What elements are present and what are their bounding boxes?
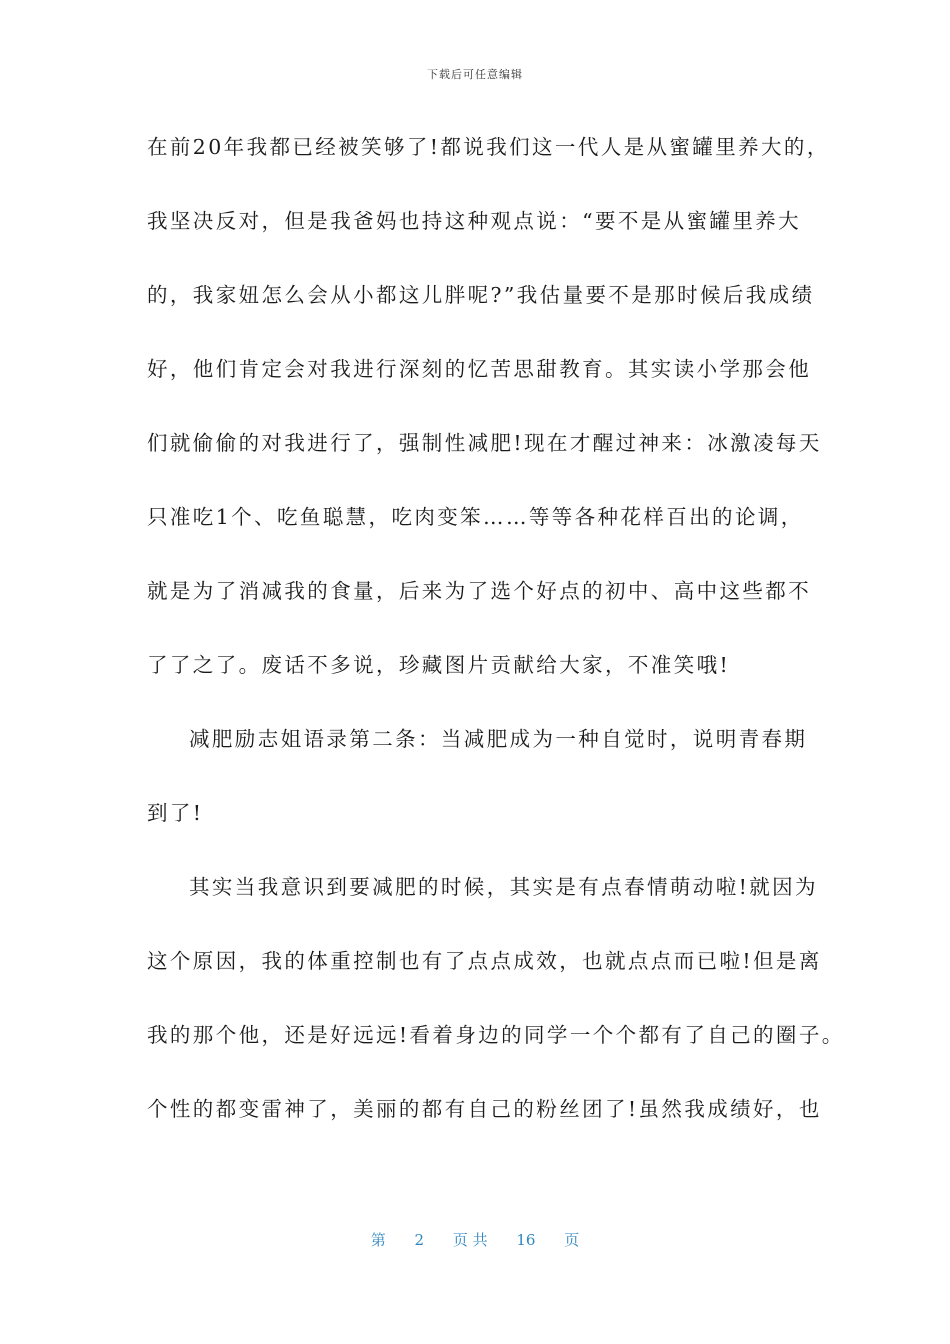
total-pages-number: 16 bbox=[516, 1231, 536, 1249]
text-line-13: 我的那个他，还是好远远!看着身边的同学一个个都有了自己的圈子。 bbox=[147, 1023, 845, 1047]
header-note: 下载后可任意编辑 bbox=[427, 68, 523, 81]
text-line-6: 只准吃1个、吃鱼聪慧，吃肉变笨……等等各种花样百出的论调， bbox=[147, 505, 804, 529]
text-line-10: 到了! bbox=[147, 801, 204, 825]
text-line-8: 了了之了。废话不多说，珍藏图片贡献给大家，不准笑哦! bbox=[147, 653, 731, 677]
footer-suffix: 页 bbox=[564, 1231, 580, 1249]
footer-middle: 页 共 bbox=[452, 1231, 488, 1249]
text-line-5: 们就偷偷的对我进行了，强制性减肥!现在才醒过神来：冰激凌每天 bbox=[147, 431, 822, 455]
text-line-4: 好，他们肯定会对我进行深刻的忆苦思甜教育。其实读小学那会他 bbox=[147, 357, 812, 381]
text-line-2: 我坚决反对，但是我爸妈也持这种观点说：“要不是从蜜罐里养大 bbox=[147, 209, 802, 233]
document-body bbox=[147, 128, 845, 1164]
current-page-number: 2 bbox=[414, 1231, 425, 1249]
page-footer bbox=[0, 1229, 950, 1250]
text-line-14: 个性的都变雷神了，美丽的都有自己的粉丝团了!虽然我成绩好，也 bbox=[147, 1097, 822, 1121]
text-line-11: 其实当我意识到要减肥的时候，其实是有点春情萌动啦!就因为 bbox=[189, 875, 818, 899]
text-line-9: 减肥励志姐语录第二条：当减肥成为一种自觉时，说明青春期 bbox=[189, 727, 808, 751]
text-line-1: 在前20年我都已经被笑够了!都说我们这一代人是从蜜罐里养大的， bbox=[147, 135, 830, 159]
footer-prefix: 第 bbox=[370, 1231, 386, 1249]
text-line-7: 就是为了消减我的食量，后来为了选个好点的初中、高中这些都不 bbox=[147, 579, 812, 603]
text-line-3: 的，我家妞怎么会从小都这儿胖呢?”我估量要不是那时候后我成绩 bbox=[147, 283, 815, 307]
text-line-12: 这个原因，我的体重控制也有了点点成效，也就点点而已啦!但是离 bbox=[147, 949, 822, 973]
page-header bbox=[0, 66, 950, 82]
